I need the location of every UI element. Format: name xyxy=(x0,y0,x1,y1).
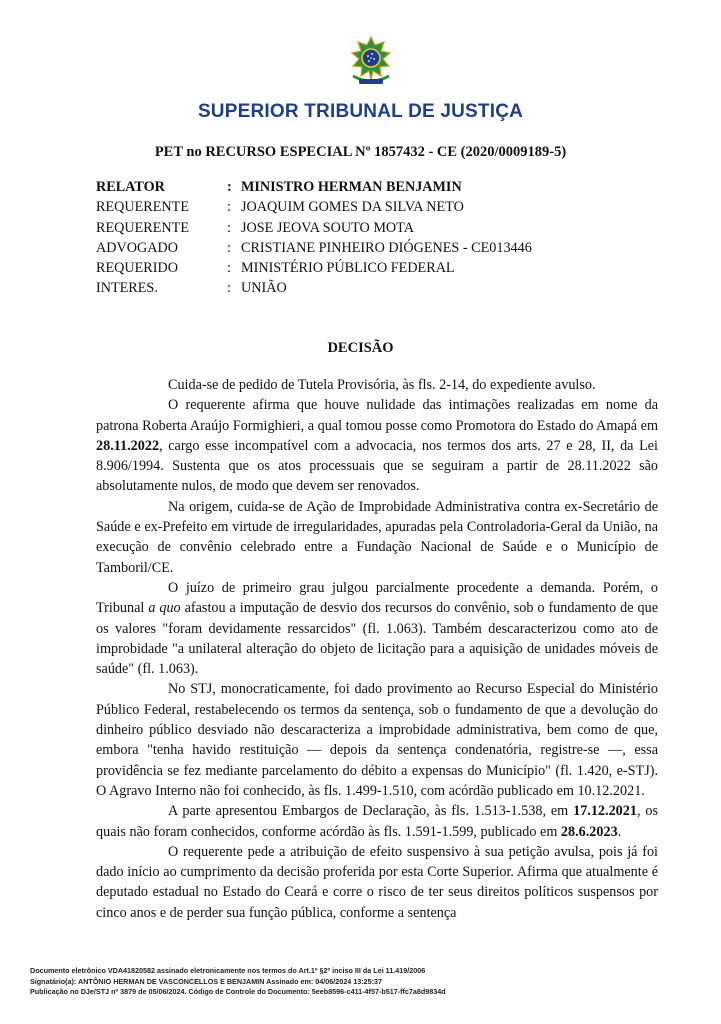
party-role: ADVOGADO xyxy=(96,239,178,256)
bold-text: 28.11.2022 xyxy=(96,437,160,454)
party-name: UNIÃO xyxy=(241,280,287,297)
paragraph-text: afastou a imputação de desvio dos recursos do convênio, sob o fundamento de que os valores "foram devidamente ressarcidos" (fl. 1.063). Também descaracterizou como ato de improbidade "a unilateral alteração do objeto de licitação para a aquisição de unidades móveis de saúde" (fl. 1.063). xyxy=(96,600,658,678)
party-role: REQUERIDO xyxy=(96,260,178,277)
paragraph-text: Cuida-se de pedido de Tutela Provisória, às fls. 2-14, do expediente avulso. xyxy=(168,377,596,393)
party-separator: : xyxy=(227,219,231,236)
party-separator: : xyxy=(227,199,231,216)
decision-heading: DECISÃO xyxy=(327,340,394,356)
signature-footer xyxy=(30,966,710,998)
italic-text: a quo xyxy=(148,600,181,617)
party-separator: : xyxy=(227,239,231,256)
bold-text: 28.6.2023 xyxy=(560,823,618,840)
party-role: INTERES. xyxy=(96,280,158,297)
decision-paragraph xyxy=(96,842,658,923)
paragraph-text: O juízo de primeiro grau julgou parcialmente procedente a demanda. Porém, o Tribunal xyxy=(96,579,658,617)
decision-body xyxy=(96,375,658,923)
party-separator: : xyxy=(227,260,231,277)
decision-paragraph xyxy=(96,578,658,679)
bold-text: 17.12.2021 xyxy=(573,803,637,820)
brazil-coat-of-arms-icon xyxy=(347,36,395,88)
paragraph-text: , os quais não foram conhecidos, conforme acórdão às fls. 1.591-1.599, publicado em xyxy=(96,803,658,840)
party-role: REQUERENTE xyxy=(96,219,189,236)
party-name: CRISTIANE PINHEIRO DIÓGENES - CE013446 xyxy=(241,239,532,256)
paragraph-text: , cargo esse incompatível com a advocacia, nos termos dos arts. 27 e 28, II, da Lei 8.906/1994. Sustenta que os atos processuais que se seguiram a partir de 28.11.2022 são absolutamente nulos, de modo que devem ser renovados. xyxy=(96,437,658,495)
paragraph-text: No STJ, monocraticamente, foi dado provimento ao Recurso Especial do Ministério Público Federal, restabelecendo os termos da sentença, sob o fundamento de que a devolução do dinheiro público desviado não descaracteriza a improbidade administrativa, bem como de que, embora "tenha havido restituição — depois da sentença condenatória, registre-se —, essa providência se fez mediante parcelamento do débito a expensas do Município" (fl. 1.420, e-STJ). O Agravo Interno não foi conhecido, às fls. 1.499-1.510, com acórdão publicado em 10.12.2021. xyxy=(96,681,658,799)
paragraph-text: A parte apresentou Embargos de Declaração, às fls. 1.513-1.538, em xyxy=(168,803,574,820)
case-title: PET no RECURSO ESPECIAL Nº 1857432 - CE (2020/0009189-5) xyxy=(154,144,567,160)
decision-paragraph xyxy=(96,679,658,801)
party-name: JOAQUIM GOMES DA SILVA NETO xyxy=(241,199,464,216)
paragraph-text: O requerente pede a atribuição de efeito suspensivo à sua petição avulsa, pois já foi dado início ao cumprimento da decisão proferida por esta Corte Superior. Afirma que atualmente é deputado estadual no Estado do Ceará e corre o risco de ter seus direitos políticos suspensos por cinco anos e de perder sua função pública, conforme a sentença xyxy=(96,843,658,921)
paragraph-text: O requerente afirma que houve nulidade das intimações realizadas em nome da patrona Roberta Araújo Formighieri, a qual tomou posse como Promotora do Estado do Amapá em xyxy=(96,397,658,434)
decision-paragraph xyxy=(96,801,658,842)
party-separator: : xyxy=(227,179,232,195)
party-separator: : xyxy=(227,280,231,297)
decision-paragraph xyxy=(96,395,658,496)
decision-paragraph xyxy=(96,375,658,395)
party-name: MINISTÉRIO PÚBLICO FEDERAL xyxy=(241,260,455,277)
party-role: REQUERENTE xyxy=(96,199,189,216)
party-name: MINISTRO HERMAN BENJAMIN xyxy=(241,179,462,195)
party-role: RELATOR xyxy=(96,179,165,195)
decision-paragraph xyxy=(96,497,658,578)
paragraph-text: Na origem, cuida-se de Ação de Improbidade Administrativa contra ex-Secretário de Saúde e ex-Prefeito em virtude de irregularidades, apuradas pela Controladoria-Geral da União, na execução de convênio celebrado entre a Fundação Nacional de Saúde e o Município de Tamboril/CE. xyxy=(96,498,658,576)
footer-line: Signatário(a): ANTÔNIO HERMAN DE VASCONCELLOS E BENJAMIN Assinado em: 04/06/2024 13:25:37 xyxy=(30,976,382,986)
party-name: JOSE JEOVA SOUTO MOTA xyxy=(241,219,414,236)
paragraph-text: . xyxy=(617,823,622,840)
footer-line: Publicação no DJe/STJ nº 3879 de 05/06/2024. Código de Controle do Documento: 5eeb8596-c411-4f57-b517-ffc7a8d9834d xyxy=(30,987,446,996)
footer-line: Documento eletrônico VDA41820582 assinado eletronicamente nos termos do Art.1º §2º inciso III da Lei 11.419/2006 xyxy=(30,966,426,975)
court-name: SUPERIOR TRIBUNAL DE JUSTIÇA xyxy=(197,101,524,122)
